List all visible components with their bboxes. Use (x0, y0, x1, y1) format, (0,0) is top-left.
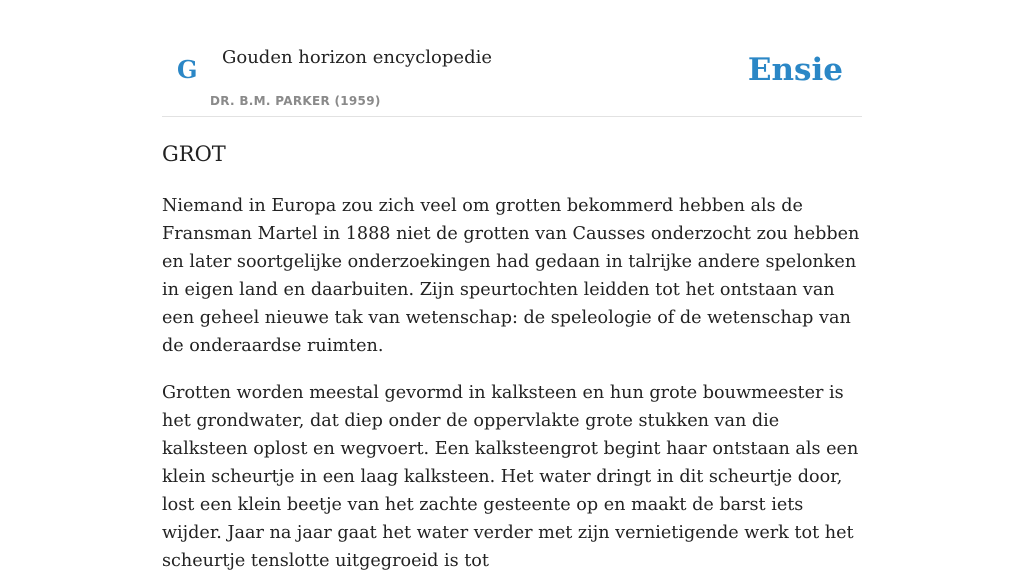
article-paragraph: Niemand in Europa zou zich veel om grotten bekommerd hebben als de Fransman Martel in 1888 niet de grotten van Causses onderzocht zou hebben en later soortgelijke onderzoekingen had gedaan in talrijke andere spelonken in eigen land en daarbuiten. Zijn speurtochten leidden tot het ontstaan van een geheel nieuwe tak van wetenschap: de speleologie of de wetenschap van de onderaardse ruimten. (162, 196, 860, 356)
article (162, 138, 862, 575)
book-author: DR. B.M. PARKER (1959) (210, 94, 381, 108)
brand-logo-link[interactable]: Ensie (747, 52, 843, 88)
book-title-link[interactable]: Gouden horizon encyclopedie (222, 47, 492, 68)
site-header (162, 0, 862, 117)
article-paragraph: Grotten worden meestal gevormd in kalksteen en hun grote bouwmeester is het grondwater, dat diep onder de oppervlakte grote stukken van die kalksteen oplost en wegvoert. Een kalksteengrot begint haar ontstaan als een klein scheurtje in een laag kalksteen. Het water dringt in dit scheurtje door, lost een klein beetje van het zachte gesteente op en maakt de barst iets wijder. Jaar na jaar gaat het water verder met zijn vernietigende werk tot het scheurtje tenslotte uitgegroeid is tot (162, 383, 859, 571)
book-logo-icon[interactable]: G (177, 55, 198, 84)
entry-title: GROT (162, 142, 226, 166)
